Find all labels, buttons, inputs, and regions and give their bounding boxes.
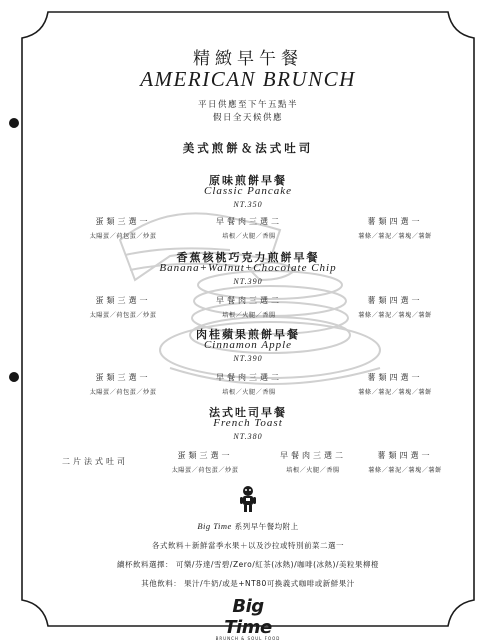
option-egg [68,216,178,240]
chef-mascot-icon [237,484,259,514]
brand-logo [210,596,286,640]
option-heading: 薯類四選一 [377,451,433,460]
option-choices: 太陽蛋／荷包蛋／炒蛋 [89,389,157,396]
dish-price: NT.390 [233,277,263,286]
option-choices: 培根／火腿／香腸 [222,389,276,396]
set-includes: 各式飲料＋新鮮當季水果＋以及沙拉或特別前菜二選一 [152,541,344,550]
option-choices: 培根／火腿／香腸 [222,312,276,319]
option-egg [150,450,260,474]
dish-price: NT.350 [233,200,263,209]
option-heading: 蛋類三選一 [95,217,151,226]
set-includes-intro [0,521,496,532]
option-choices: 薯條／薯泥／薯塊／薯餅 [358,312,432,319]
menu-title-english: AMERICAN BRUNCH [140,67,356,91]
option-heading: 薯類四選一 [367,373,423,382]
option-choices: 薯條／薯泥／薯塊／薯餅 [368,467,442,474]
brand-logo-tagline: BRUNCH & SOUL FOOD [215,636,281,640]
section-title: 美式煎餅＆法式吐司 [182,141,314,155]
option-choices: 培根／火腿／香腸 [222,233,276,240]
option-choices: 薯條／薯泥／薯塊／薯餅 [358,389,432,396]
option-choices: 薯條／薯泥／薯塊／薯餅 [358,233,432,240]
option-meat [194,372,304,396]
option-choices: 太陽蛋／荷包蛋／炒蛋 [89,312,157,319]
option-heading: 蛋類三選一 [177,451,233,460]
brand-name-inline: Big Time [197,521,232,531]
option-potato [350,450,460,474]
dish-name-en: Classic Pancake [203,185,292,197]
option-egg [68,372,178,396]
option-heading: 早餐肉三選二 [216,296,282,305]
option-heading: 早餐肉三選二 [216,217,282,226]
dish-name-en: Banana+Walnut+Chocolate Chip [159,262,337,274]
dish-name-cn: 原味煎餅早餐 [209,174,287,187]
option-potato [340,295,450,319]
menu-title-chinese: 精緻早午餐 [193,49,303,69]
toast-base-label: 二片法式吐司 [62,457,128,466]
option-egg [68,295,178,319]
dish-name-cn: 肉桂蘋果煎餅早餐 [196,328,300,341]
option-heading: 早餐肉三選二 [216,373,282,382]
option-heading: 早餐肉三選二 [280,451,346,460]
option-heading: 蛋類三選一 [95,373,151,382]
dish-name-en: Cinnamon Apple [203,339,293,351]
binder-hole [9,372,19,382]
set-intro-text: 系列早午餐均附上 [231,522,299,531]
option-potato [340,372,450,396]
option-choices: 太陽蛋／荷包蛋／炒蛋 [89,233,157,240]
refill-drinks: 續杯飲料選擇： 可樂/芬達/雪碧/Zero/紅茶(冰熱)/咖啡(冰熱)/美粒果柳橙 [116,560,379,569]
option-choices: 培根／火腿／香腸 [286,467,340,474]
option-heading: 蛋類三選一 [95,296,151,305]
option-choices: 太陽蛋／荷包蛋／炒蛋 [171,467,239,474]
option-meat [194,295,304,319]
option-meat [194,216,304,240]
dish-price: NT.390 [233,354,263,363]
dish-name-en: French Toast [213,417,283,429]
weekday-hours: 平日供應至下午五點半 [197,100,298,110]
other-drinks: 其他飲料： 果汁/牛奶/或是+NT80可換義式咖啡或新鮮果汁 [141,579,355,588]
brand-logo-text: Big Time [224,596,272,638]
dish-price: NT.380 [233,432,263,441]
option-heading: 薯類四選一 [367,217,423,226]
dish-name-cn: 香蕉核桃巧克力煎餅早餐 [176,251,320,264]
dish-name-cn: 法式吐司早餐 [209,406,287,419]
option-potato [340,216,450,240]
holiday-hours: 假日全天候供應 [212,113,283,123]
option-heading: 薯類四選一 [367,296,423,305]
